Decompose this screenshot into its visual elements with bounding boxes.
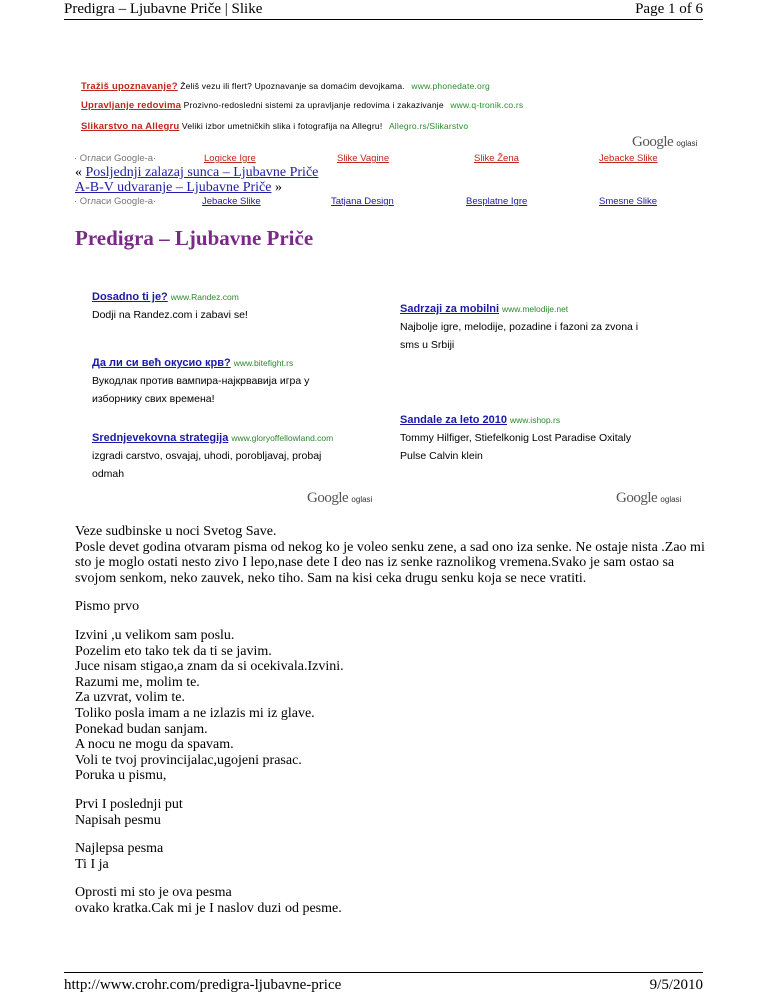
intro-paragraph	[75, 524, 715, 586]
mid-ad-line: Dodji na Randez.com i zabavi se!	[92, 309, 248, 321]
mid-ad-title[interactable]: Sandale za leto 2010	[400, 414, 507, 426]
mid-ad-left-1[interactable]	[92, 288, 392, 324]
poem-stanza	[75, 885, 715, 916]
next-arrow: »	[271, 180, 282, 195]
ad-link[interactable]: Tatjana Design	[331, 196, 394, 207]
google-logo-suffix: oglasi	[660, 495, 682, 504]
top-ad-url[interactable]: Allegro.rs/Slikarstvo	[388, 121, 469, 131]
mid-ad-line: Tommy Hilfiger, Stiefelkonig Lost Paradise Oxitaly	[400, 432, 632, 444]
mid-ad-title[interactable]: Dosadno ti je?	[92, 291, 168, 303]
top-ad-2[interactable]	[81, 100, 523, 111]
mid-ad-line: izgradi carstvo, osvajaj, uhodi, porobljavaj, probaj	[92, 450, 322, 462]
ad-links-label: · Огласи Google-a·	[74, 196, 157, 207]
google-logo-word: Google	[616, 490, 658, 506]
text-line: Toliko posla imam a ne izlazis mi iz glave.	[75, 705, 315, 721]
top-ad-3[interactable]	[81, 121, 468, 132]
prev-arrow: «	[75, 165, 86, 180]
footer-date: 9/5/2010	[649, 977, 703, 993]
google-logo-suffix: oglasi	[676, 139, 698, 148]
mid-ad-title[interactable]: Sadrzaji za mobilni	[400, 303, 500, 315]
page-footer	[64, 972, 703, 994]
post-title: Predigra – Ljubavne Priče	[75, 226, 314, 250]
google-ads-logo[interactable]	[616, 490, 681, 507]
mid-ad-url[interactable]: www.melodije.net	[502, 304, 569, 314]
breadcrumb	[75, 165, 318, 195]
next-post-link[interactable]: A-B-V udvaranje – Ljubavne Priče	[75, 180, 272, 195]
top-ad-title[interactable]: Tražiš upoznavanje?	[81, 81, 178, 92]
mid-ad-right-1[interactable]	[400, 300, 680, 354]
prev-post-link[interactable]: Posljednji zalazaj sunca – Ljubavne Priče	[85, 165, 319, 180]
ad-link[interactable]: Smesne Slike	[599, 196, 658, 207]
mid-ad-right-2[interactable]	[400, 411, 680, 465]
mid-ad-line: Pulse Calvin klein	[400, 450, 483, 462]
page-number: Page 1 of 6	[635, 1, 703, 17]
ad-links-label: · Огласи Google-a·	[74, 153, 157, 164]
ad-link[interactable]: Slike Žena	[474, 153, 519, 164]
letter-heading: Pismo prvo	[75, 599, 140, 615]
text-line: Poruka u pismu,	[75, 768, 167, 784]
ad-link[interactable]: Jebacke Slike	[202, 196, 261, 207]
top-ad-url[interactable]: www.q-tronik.co.rs	[450, 100, 524, 110]
poem-stanza	[75, 797, 715, 828]
google-ads-logo[interactable]	[307, 490, 372, 507]
text-line: sto je moglo ostati nesto zivo I lepo,nase dete I deo nas iz senke raznolikog vremena.Svako je sam ostao sa	[75, 555, 675, 571]
text-line: Pozelim eto tako tek da ti se javim.	[75, 643, 272, 659]
poem-stanza	[75, 841, 715, 872]
text-line: Najlepsa pesma	[75, 841, 164, 857]
text-line: Za uzvrat, volim te.	[75, 690, 186, 706]
google-ads-logo[interactable]	[632, 134, 697, 151]
text-line: Posle devet godina otvaram pisma od nekog ko je voleo senku zene, a sad ono iza senke. Ne ostaje nista .Zao mi	[75, 539, 705, 555]
page-header-title: Predigra – Ljubavne Priče | Slike	[64, 1, 263, 17]
text-line: ovako kratka.Cak mi je I naslov duzi od pesme.	[75, 900, 342, 916]
page-header	[64, 0, 703, 20]
text-line: Oprosti mi sto je ova pesma	[75, 885, 232, 901]
mid-ad-left-2[interactable]	[92, 354, 392, 408]
text-line: Prvi I poslednji put	[75, 796, 183, 812]
google-logo-suffix: oglasi	[351, 495, 373, 504]
mid-ad-url[interactable]: www.ishop.rs	[510, 415, 561, 425]
mid-ad-left-3[interactable]	[92, 429, 392, 483]
mid-ad-line: odmah	[92, 468, 125, 480]
google-logo-word: Google	[632, 134, 674, 150]
text-line: Ti I ja	[75, 856, 109, 872]
top-ad-text: Veliki izbor umetničkih slika i fotografija na Allegru!	[181, 121, 383, 131]
mid-ad-url[interactable]: www.bitefight.rs	[233, 358, 294, 368]
top-ad-title[interactable]: Upravljanje redovima	[81, 100, 182, 111]
text-line: Juce nisam stigao,a znam da si ocekivala.Izvini.	[75, 659, 344, 675]
text-line: Razumi me, molim te.	[75, 674, 200, 690]
poem-stanza	[75, 628, 715, 784]
google-logo-word: Google	[307, 490, 349, 506]
text-line: Izvini ,u velikom sam poslu.	[75, 627, 235, 643]
post-body	[75, 524, 715, 929]
mid-ad-title[interactable]: Да ли си већ окусио крв?	[92, 357, 231, 369]
text-line: Veze sudbinske u noci Svetog Save.	[75, 524, 277, 539]
top-ad-text: Želiš vezu ili flert? Upoznavanje sa domaćim devojkama.	[180, 81, 405, 91]
text-line: A nocu ne mogu da spavam.	[75, 737, 234, 753]
text-line: Voli te tvoj provincijalac,ugojeni prasac.	[75, 752, 302, 768]
ad-link[interactable]: Logicke Igre	[204, 153, 256, 164]
mid-ad-line: Najbolje igre, melodije, pozadine i fazoni za zvona i	[400, 321, 639, 333]
mid-ad-url[interactable]: www.Randez.com	[170, 292, 239, 302]
top-ad-url[interactable]: www.phonedate.org	[411, 81, 490, 91]
mid-ad-url[interactable]: www.gloryoffellowland.com	[231, 433, 334, 443]
top-ad-text: Prozivno-redosledni sistemi za upravljanje redovima i zakazivanje	[183, 100, 444, 110]
text-line: svojom senkom, neko zauvek, neko tiho. Sam na kisi ceka drugu senku koja se nece vratiti.	[75, 570, 587, 586]
text-line: Napisah pesmu	[75, 812, 161, 828]
top-ad-1[interactable]	[81, 81, 490, 92]
mid-ad-line: изборнику свих времена!	[92, 393, 215, 405]
top-ad-title[interactable]: Slikarstvo na Allegru	[81, 121, 180, 132]
footer-url: http://www.crohr.com/predigra-ljubavne-price	[64, 977, 342, 993]
mid-ad-title[interactable]: Srednjevekovna strategija	[92, 432, 229, 444]
mid-ad-line: Вукодлак против вампира-најкрвавија игра у	[92, 375, 310, 387]
ad-link[interactable]: Slike Vagine	[337, 153, 390, 164]
ad-link[interactable]: Jebacke Slike	[599, 153, 658, 164]
mid-ad-line: sms u Srbiji	[400, 339, 455, 351]
ad-link[interactable]: Besplatne Igre	[466, 196, 528, 207]
text-line: Ponekad budan sanjam.	[75, 721, 208, 737]
